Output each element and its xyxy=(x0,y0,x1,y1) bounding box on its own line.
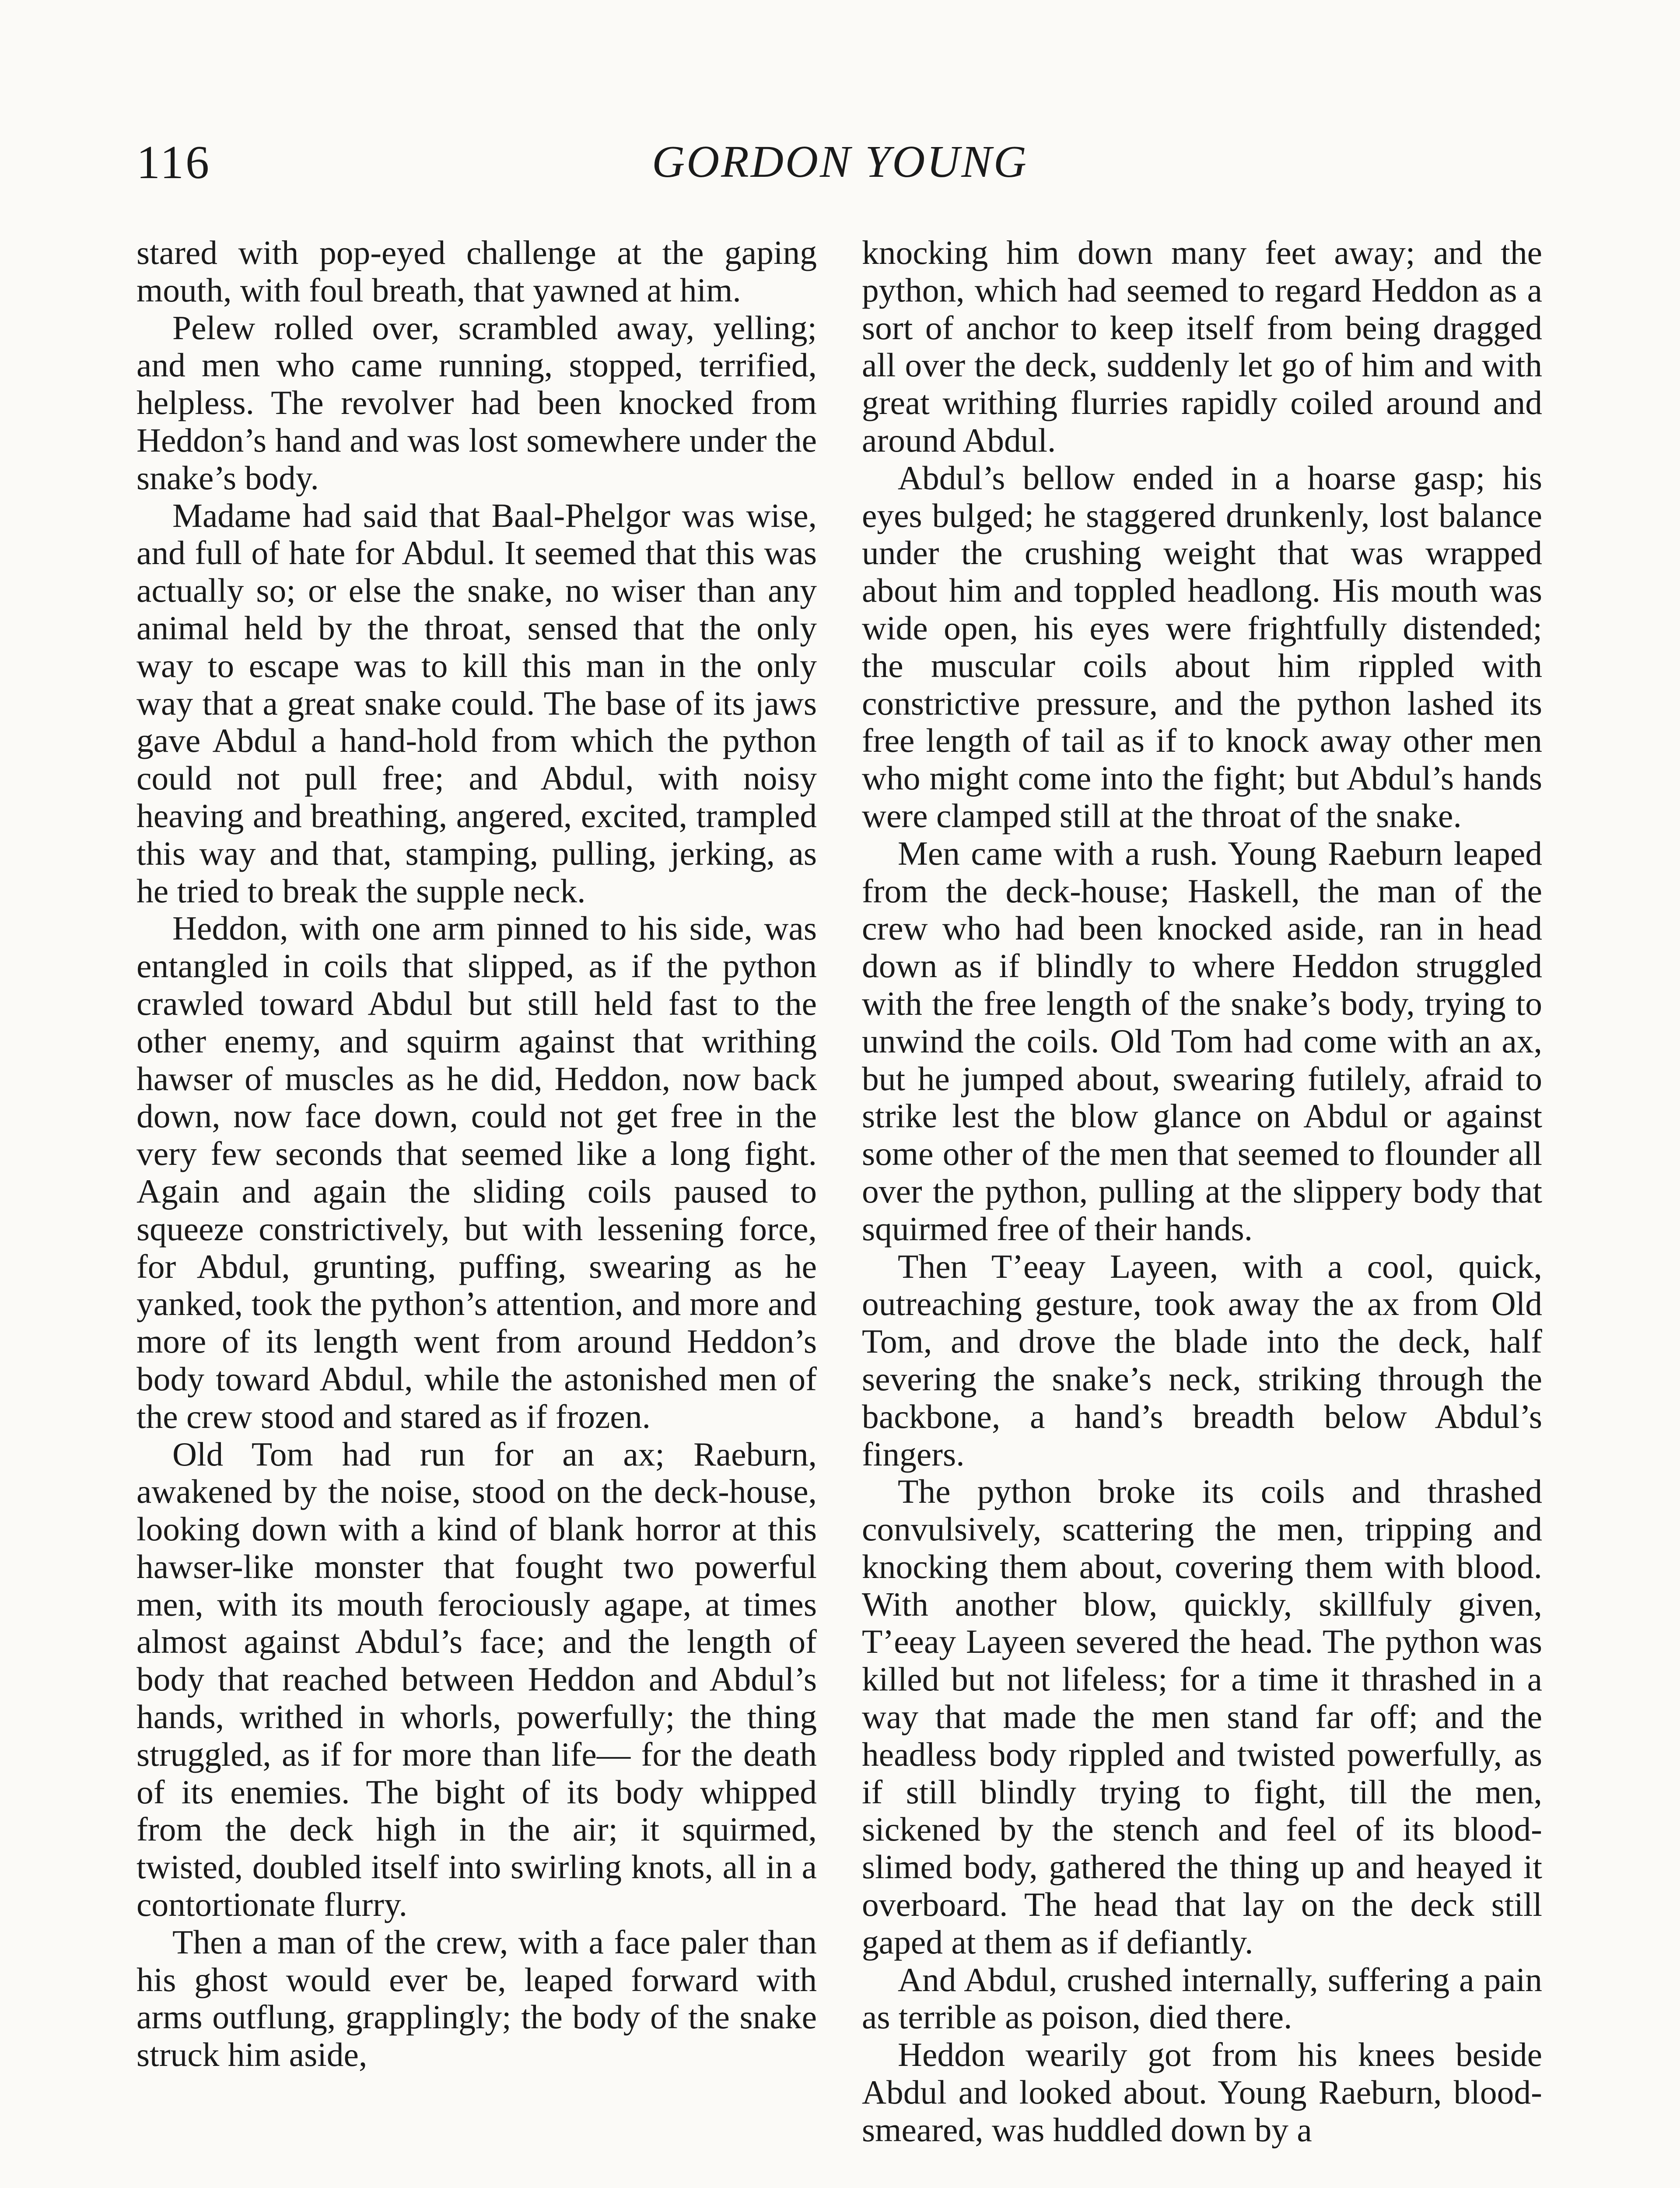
left-column xyxy=(136,234,817,2188)
running-head: GORDON YOUNG xyxy=(652,137,1028,187)
paragraph: And Abdul, crushed internally, suffering a pain as terrible as poison, died there. xyxy=(862,1960,1542,2036)
page-header xyxy=(136,131,1544,193)
paragraph: The python broke its coils and thrashed convulsively, scattering the men, tripping and knocking them about, covering them with blood. With another blow, quickly, skillfuly given, T’eeay Layeen severed the head. The python was killed but not lifeless; for a time it thrashed in a way that made the men stand far off; and the headless body rippled and twisted powerfully, as if still blindly trying to fight, till the men, sickened by the stench and feel of its blood-slimed body, gathered the thing up and heayed it overboard. The head that lay on the deck still gaped at them as if defiantly. xyxy=(862,1473,1542,1961)
paragraph: Men came with a rush. Young Raeburn leaped from the deck-house; Haskell, the man of the crew who had been knocked aside, ran in head down as if blindly to where Heddon struggled with the free length of the snake’s body, trying to unwind the coils. Old Tom had come with an ax, but he jumped about, swearing futilely, afraid to strike lest the blow glance on Abdul or against some other of the men that seemed to flounder all over the python, pulling at the slippery body that squirmed free of their hands. xyxy=(862,834,1542,1248)
paragraph: Pelew rolled over, scrambled away, yelling; and men who came running, stopped, terrified, helpless. The revolver had been knocked from Heddon’s hand and was lost somewhere under the snake’s body. xyxy=(136,309,817,497)
paragraph: Old Tom had run for an ax; Raeburn, awakened by the noise, stood on the deck-house, looking down with a kind of blank horror at this hawser-like monster that fought two powerful men, with its mouth ferociously agape, at times almost against Abdul’s face; and the length of body that reached between Heddon and Abdul’s hands, writhed in whorls, powerfully; the thing struggled, as if for more than life— for the death of its enemies. The bight of its body whipped from the deck high in the air; it squirmed, twisted, doubled itself into swirling knots, all in a contortionate flurry. xyxy=(136,1435,817,1924)
paragraph: Heddon, with one arm pinned to his side, was entangled in coils that slipped, as if the python crawled toward Abdul but still held fast to the other enemy, and squirm against that writhing hawser of muscles as he did, Heddon, now back down, now face down, could not get free in the very few seconds that seemed like a long fight. Again and again the sliding coils paused to squeeze constrictively, but with lessening force, for Abdul, grunting, puffing, swearing as he yanked, took the python’s attention, and more and more of its length went from around Heddon’s body toward Abdul, while the astonished men of the crew stood and stared as if frozen. xyxy=(136,909,817,1435)
paragraph: Then T’eeay Layeen, with a cool, quick, outreaching gesture, took away the ax from Old Tom, and drove the blade into the deck, half severing the snake’s neck, striking through the backbone, a hand’s breadth below Abdul’s fingers. xyxy=(862,1247,1542,1473)
paragraph: Madame had said that Baal-Phelgor was wise, and full of hate for Abdul. It seemed that this was actually so; or else the snake, no wiser than any animal held by the throat, sensed that the only way to escape was to kill this man in the only way that a great snake could. The base of its jaws gave Abdul a hand-hold from which the python could not pull free; and Abdul, with noisy heaving and breathing, angered, excited, trampled this way and that, stamping, pulling, jerking, as he tried to break the supple neck. xyxy=(136,496,817,910)
paragraph: knocking him down many feet away; and the python, which had seemed to regard Heddon as a sort of anchor to keep itself from being dragged all over the deck, suddenly let go of him and with great writhing flurries rapidly coiled around and around Abdul. xyxy=(862,234,1542,459)
paragraph: Then a man of the crew, with a face paler than his ghost would ever be, leaped forward with arms outflung, grapplingly; the body of the snake struck him aside, xyxy=(136,1923,817,2074)
paragraph: stared with pop-eyed challenge at the gaping mouth, with foul breath, that yawned at him. xyxy=(136,234,817,309)
paragraph: Heddon wearily got from his knees beside Abdul and looked about. Young Raeburn, blood-smeared, was huddled down by a xyxy=(862,2036,1542,2149)
page-number: 116 xyxy=(136,137,211,189)
right-column xyxy=(862,234,1542,2188)
paragraph: Abdul’s bellow ended in a hoarse gasp; his eyes bulged; he staggered drunkenly, lost balance under the crushing weight that was wrapped about him and toppled headlong. His mouth was wide open, his eyes were frightfully distended; the muscular coils about him rippled with constrictive pressure, and the python lashed its free length of tail as if to knock away other men who might come into the fight; but Abdul’s hands were clamped still at the throat of the snake. xyxy=(862,459,1542,835)
